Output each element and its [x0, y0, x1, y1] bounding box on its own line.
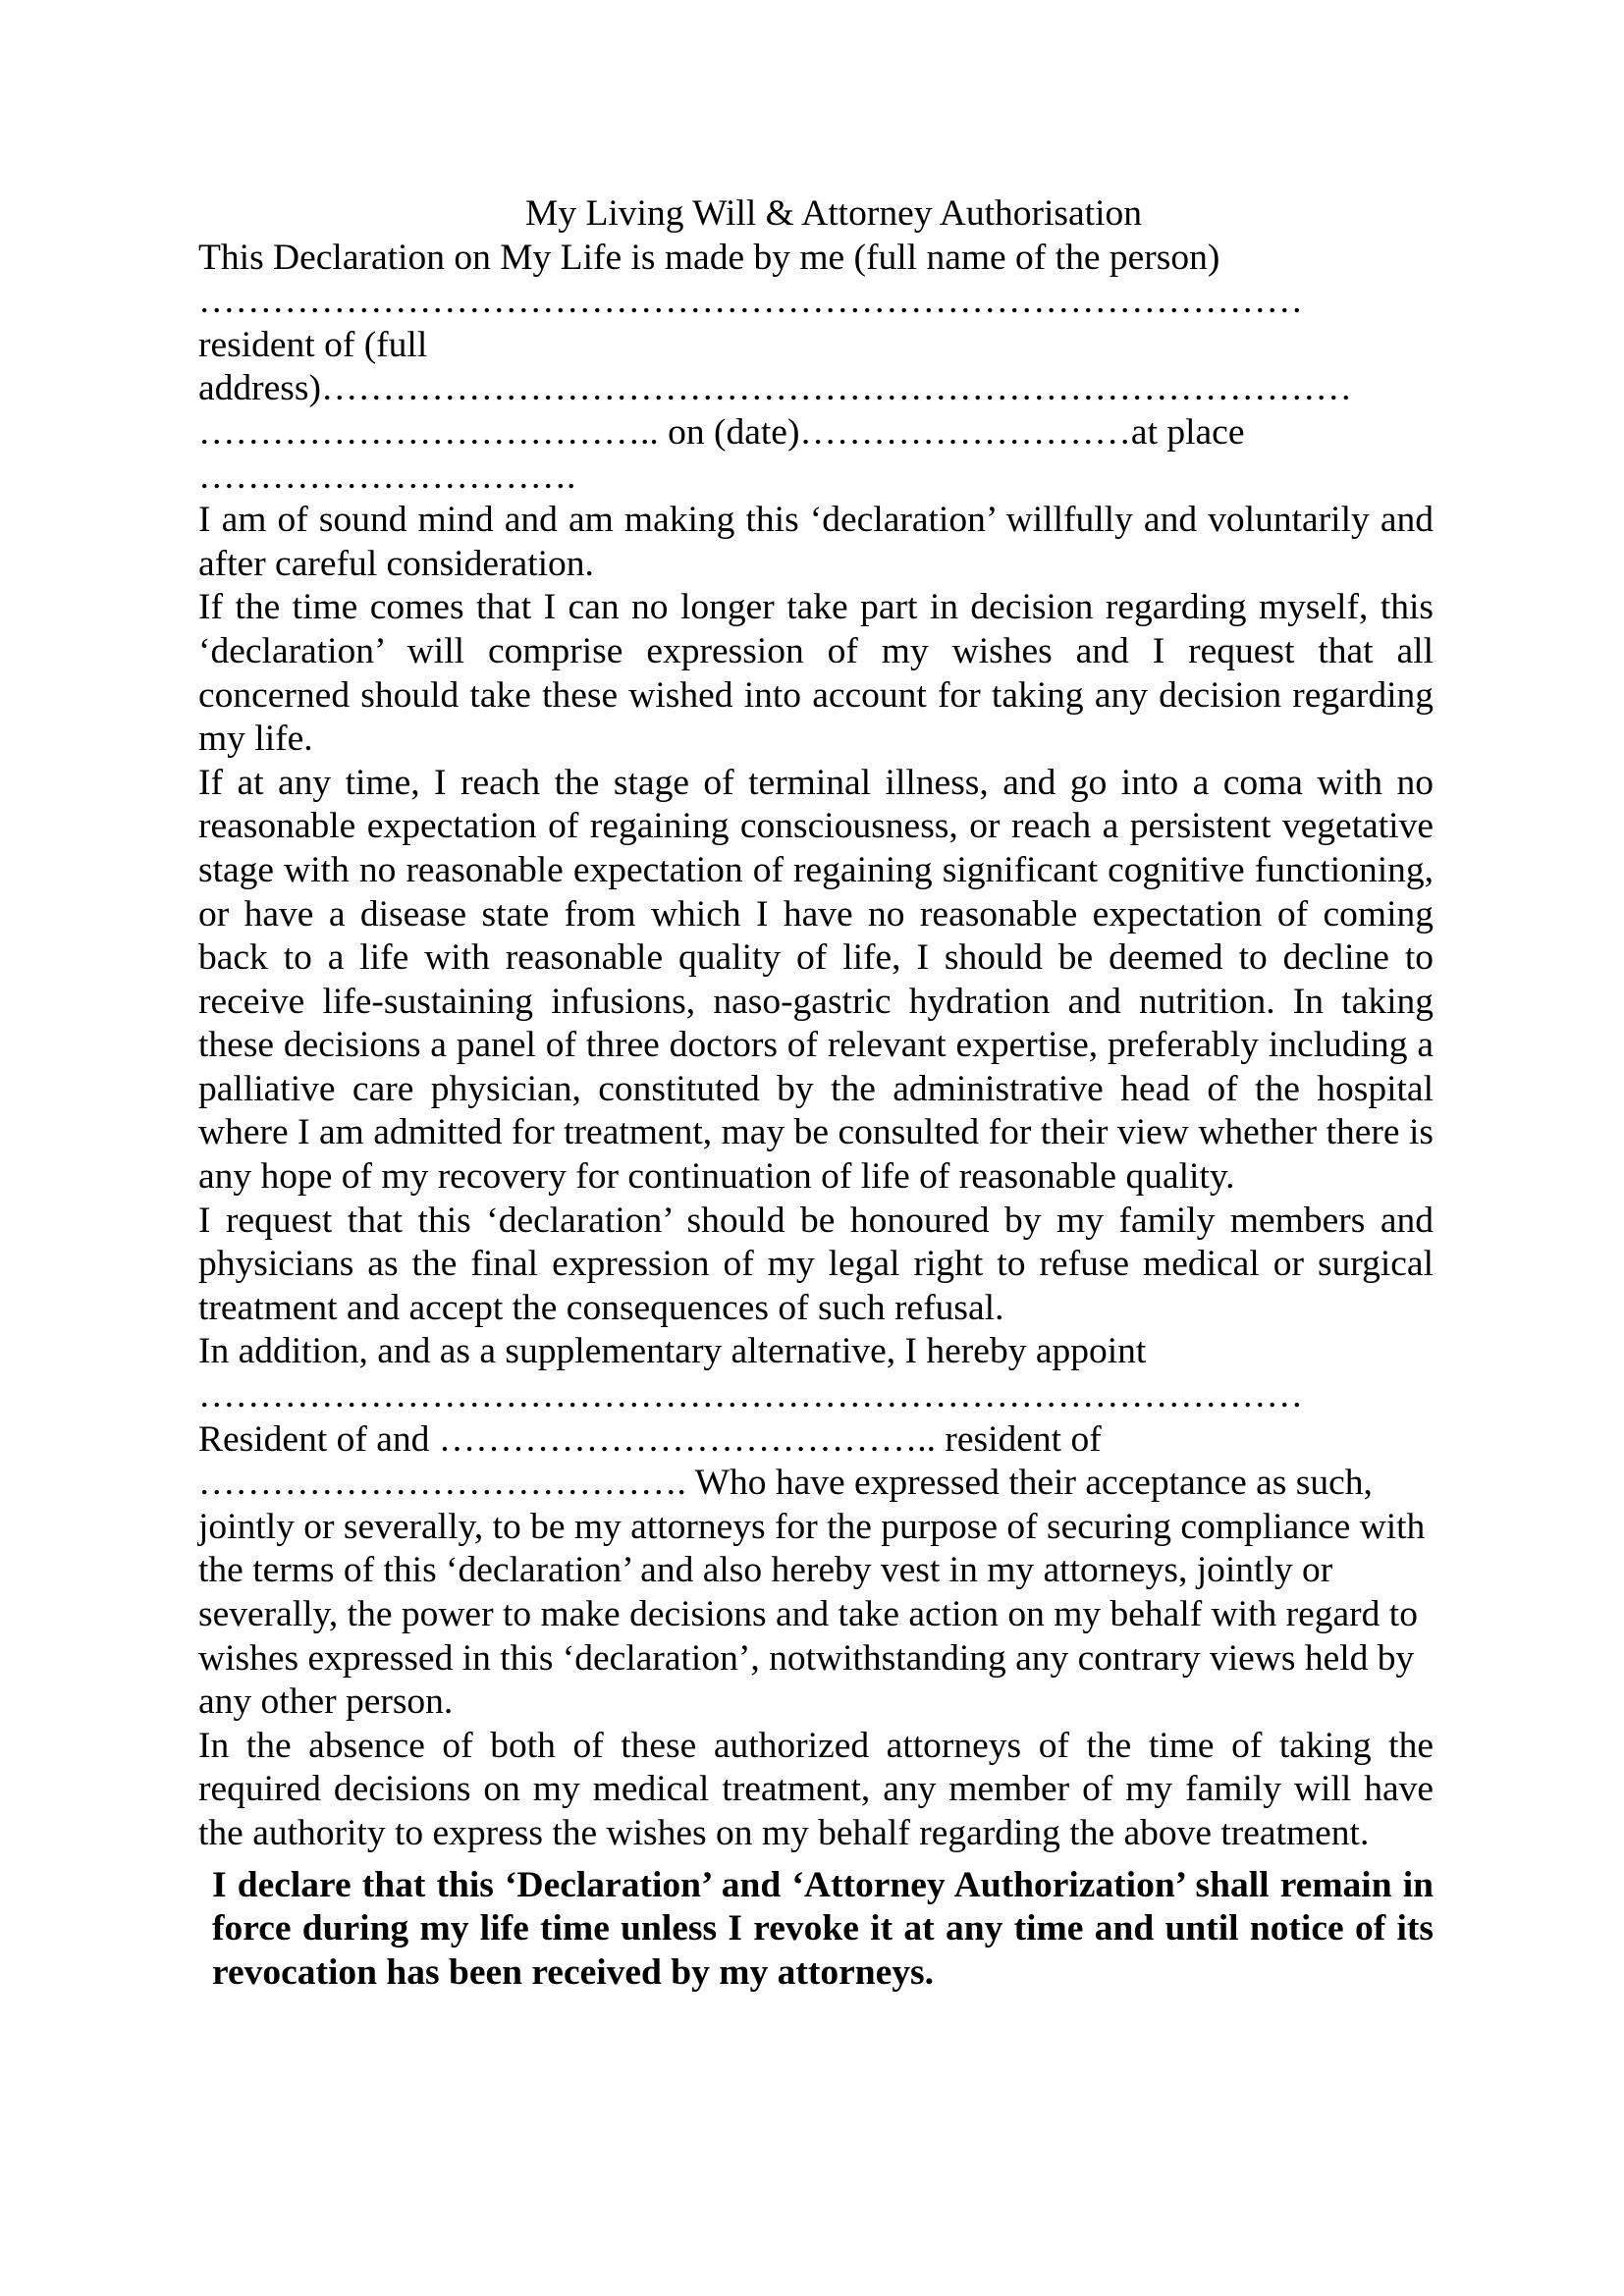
- date-place-line: ……………………………….. on (date)………………………at place: [198, 411, 1245, 453]
- attorney-paragraph: …………………………………. Who have expressed their acceptance as such, jointly or severally, to be my attorneys for the purpose of securing compliance with the terms of this ‘declaration’ and also hereby vest in my attorneys, jointly or severally, the power to make decisions and take action on my behalf with regard to wishes expressed in this ‘declaration’, notwithstanding any contrary views held by any other person.: [198, 1463, 1426, 1723]
- document-title: My Living Will & Attorney Authorisation: [525, 193, 1142, 234]
- resident-of-line: Resident of and ………………………………….. resident of: [198, 1418, 1102, 1460]
- final-declaration: I declare that this ‘Declaration’ and ‘Attorney Authorization’ shall remain in force during my life time unless I revoke it at any time and until notice of its revocation has been received by my attorneys.: [212, 1864, 1434, 1993]
- sound-mind-paragraph: I am of sound mind and am making this ‘declaration’ willfully and voluntarily and after careful consideration.: [198, 500, 1434, 584]
- document-body: [198, 192, 1434, 1995]
- full-name-blank: ………………………………………………………………………………: [198, 281, 1303, 322]
- appointee-blank: ………………………………………………………………………………: [198, 1375, 1303, 1416]
- appoint-line: In addition, and as a supplementary alternative, I hereby appoint: [198, 1331, 1147, 1372]
- absence-paragraph: In the absence of both of these authorized attorneys of the time of taking the required decisions on my medical treatment, any member of my family will have the authority to express the wishes on my behalf regarding the above treatment.: [198, 1725, 1434, 1853]
- honour-request-paragraph: I request that this ‘declaration’ should be honoured by my family members and physicians as the final expression of my legal right to refuse medical or surgical treatment and accept the consequences of such refusal.: [198, 1200, 1434, 1328]
- intro-line: This Declaration on My Life is made by me (full name of the person): [198, 237, 1220, 278]
- place-blank: ………………………….: [198, 455, 576, 497]
- wishes-paragraph: If the time comes that I can no longer take part in decision regarding myself, this ‘declaration’ will comprise expression of my wishes and I request that all concerned should take these wished into account for taking any decision regarding my life.: [198, 587, 1434, 760]
- address-blank: address)…………………………………………………………………………: [198, 368, 1352, 409]
- resident-of-label: resident of (full: [198, 324, 428, 365]
- terminal-illness-paragraph: If at any time, I reach the stage of terminal illness, and go into a coma with no reasonable expectation of regaining consciousness, or reach a persistent vegetative stage with no reasonable expectation of regaining significant cognitive functioning, or have a disease state from which I have no reasonable expectation of coming back to a life with reasonable quality of life, I should be deemed to decline to receive life-sustaining infusions, naso-gastric hydration and nutrition. In taking these decisions a panel of three doctors of relevant expertise, preferably including a palliative care physician, constituted by the administrative head of the hospital where I am admitted for treatment, may be consulted for their view whether there is any hope of my recovery for continuation of life of reasonable quality.: [198, 762, 1434, 1198]
